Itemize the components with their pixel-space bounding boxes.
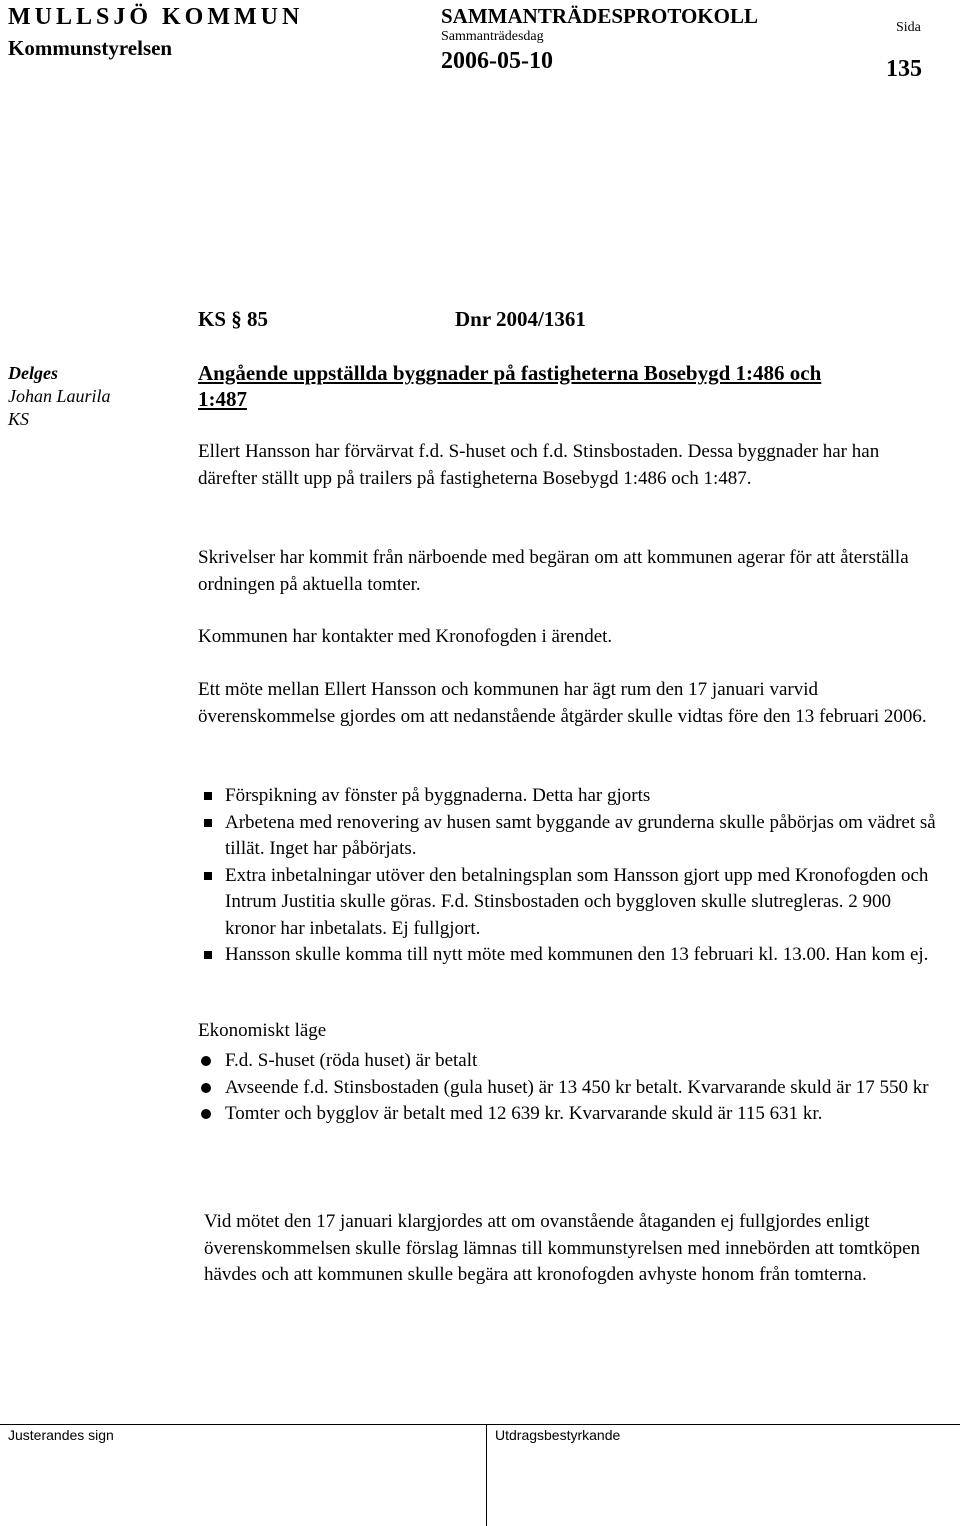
round-bullet-icon bbox=[201, 1083, 211, 1093]
paragraph-purchase: Ellert Hansson har förvärvat f.d. S-huset och f.d. Stinsbostaden. Dessa byggnader har han därefter ställt upp på trailers på fastigheterna Bosebygd 1:486 och 1:487. bbox=[198, 441, 880, 489]
delges-person: Johan Laurila bbox=[8, 386, 111, 406]
municipality-name: MULLSJÖ KOMMUN bbox=[8, 4, 304, 30]
list-item-text: Arbetena med renovering av husen samt byggande av grunderna skulle påbörjas om vädret så tillät. Inget har påbörjats. bbox=[225, 811, 936, 859]
paragraph-complaints: Skrivelser har kommit från närboende med begäran om att kommunen agerar för att återställa ordningen på aktuella tomter. bbox=[198, 547, 909, 595]
list-item-text: Avseende f.d. Stinsbostaden (gula huset) är 13 450 kr betalt. Kvarvarande skuld är 17 550 kr bbox=[225, 1076, 929, 1098]
committee-name: Kommunstyrelsen bbox=[8, 36, 173, 60]
round-bullet-icon bbox=[201, 1056, 211, 1066]
list-item bbox=[198, 1075, 938, 1102]
meeting-date-label: Sammanträdesdag bbox=[441, 29, 544, 44]
list-item bbox=[198, 863, 938, 943]
meeting-date: 2006-05-10 bbox=[441, 48, 553, 74]
economy-heading: Ekonomiskt läge bbox=[198, 1020, 327, 1041]
square-bullet-icon bbox=[204, 951, 212, 959]
actions-list bbox=[198, 783, 938, 969]
economy-list bbox=[198, 1048, 938, 1128]
list-item bbox=[198, 810, 938, 863]
list-item bbox=[198, 783, 938, 810]
diary-number: Dnr 2004/1361 bbox=[455, 307, 586, 331]
list-item bbox=[198, 942, 938, 969]
delges-org: KS bbox=[8, 409, 30, 429]
subject-heading bbox=[198, 360, 821, 412]
subject-line-2: 1:487 bbox=[198, 387, 247, 411]
list-item bbox=[198, 1048, 938, 1075]
paragraph-kronofogden: Kommunen har kontakter med Kronofogden i ärendet. bbox=[198, 626, 613, 647]
list-item-text: Hansson skulle komma till nytt möte med kommunen den 13 februari kl. 13.00. Han kom ej. bbox=[225, 944, 929, 965]
list-item-text: F.d. S-huset (röda huset) är betalt bbox=[225, 1050, 478, 1071]
list-item-text: Förspikning av fönster på byggnaderna. Detta har gjorts bbox=[225, 785, 651, 806]
square-bullet-icon bbox=[204, 792, 212, 800]
subject-line-1: Angående uppställda byggnader på fastigheterna Bosebygd 1:486 och bbox=[198, 361, 822, 385]
document-type: SAMMANTRÄDESPROTOKOLL bbox=[441, 4, 758, 28]
footer-column-divider bbox=[486, 1424, 487, 1526]
square-bullet-icon bbox=[204, 872, 212, 880]
page-number: 135 bbox=[886, 56, 922, 82]
page-label: Sida bbox=[896, 20, 921, 35]
list-item-text: Tomter och bygglov är betalt med 12 639 kr. Kvarvarande skuld är 115 631 kr. bbox=[225, 1103, 823, 1124]
round-bullet-icon bbox=[201, 1109, 211, 1119]
footer-certify-label: Utdragsbestyrkande bbox=[495, 1427, 621, 1443]
footer-divider bbox=[0, 1424, 960, 1425]
list-item-text: Extra inbetalningar utöver den betalningsplan som Hansson gjort upp med Kronofogden och Intrum Justitia skulle göras. F.d. Stinsbostaden och byggloven skulle slutregleras. 2 900 kronor har inbetalats. Ej fullgjort. bbox=[225, 864, 929, 939]
paragraph-meeting: Ett möte mellan Ellert Hansson och kommunen har ägt rum den 17 januari varvid överenskommelse gjordes om att nedanstående åtgärder skulle vidtas före den 13 februari 2006. bbox=[198, 679, 927, 727]
section-number: KS § 85 bbox=[198, 307, 269, 331]
list-item bbox=[198, 1101, 938, 1128]
delges-label: Delges bbox=[8, 363, 58, 383]
square-bullet-icon bbox=[204, 819, 212, 827]
footer-sign-label: Justerandes sign bbox=[8, 1427, 114, 1443]
paragraph-closing: Vid mötet den 17 januari klargjordes att om ovanstående åtaganden ej fullgjordes enligt överenskommelsen skulle förslag lämnas till kommunstyrelsen med innebörden att tomtköpen hävdes och att kommunen skulle begära att kronofogden avhyste honom från tomterna. bbox=[204, 1211, 921, 1285]
